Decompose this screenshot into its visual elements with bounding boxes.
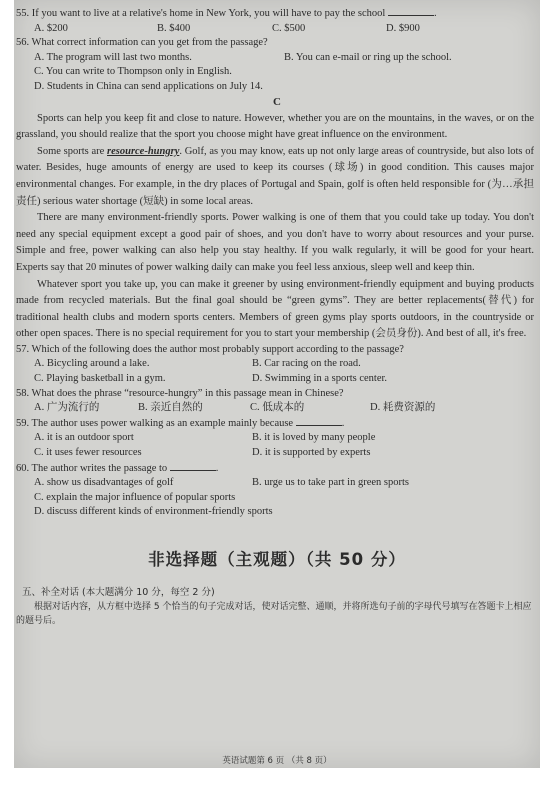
page-footer: 英语试题第 6 页 （共 8 页） bbox=[222, 756, 332, 766]
option-d: D. discuss different kinds of environment-friendly sports bbox=[34, 506, 273, 518]
question-58-stem: 58. What does the phrase “resource-hungry” in this passage mean in Chinese? bbox=[16, 387, 344, 399]
option-d: D. Students in China can send applications on July 14. bbox=[34, 80, 263, 92]
option-c: C. $500 bbox=[272, 22, 306, 34]
question-58-options bbox=[14, 401, 540, 416]
option-a: A. 广为流行的 bbox=[34, 402, 100, 414]
answer-blank bbox=[170, 461, 216, 471]
option-b: B. $400 bbox=[157, 22, 191, 34]
option-c: C. it uses fewer resources bbox=[34, 447, 142, 459]
passage-paragraph-2: Some sports are resource-hungry. Golf, as you may know, eats up not only large areas of countryside, but also lots of water. Besides, huge amounts of energy are used to keep its courses (球场) in good condition. This causes major environmental changes. For example, in the dry places of Portugal and Spain, golf is often held responsible for (为…承担责任) serious water shortage (短缺) in some local areas. bbox=[16, 145, 534, 207]
option-d: D. 耗费资源的 bbox=[370, 402, 436, 414]
option-a: A. The program will last two months. bbox=[34, 51, 192, 63]
part-five-instructions: 根据对话内容，从方框中选择 5 个恰当的句子完成对话，使对话完整、通顺，并将所选句子前的字母代号填写在答题卡上相应的题号后。 bbox=[16, 602, 532, 626]
option-a: A. it is an outdoor sport bbox=[34, 432, 134, 444]
question-56-options-ab bbox=[14, 51, 540, 66]
question-59-options-ab bbox=[14, 431, 540, 446]
option-b: B. You can e-mail or ring up the school. bbox=[284, 51, 452, 63]
question-59-stem: 59. The author uses power walking as an example mainly because . bbox=[16, 417, 345, 429]
page-content bbox=[14, 6, 540, 628]
question-59-options-cd bbox=[14, 446, 540, 461]
option-b: B. Car racing on the road. bbox=[252, 358, 361, 370]
option-d: D. Swimming in a sports center. bbox=[252, 373, 388, 385]
exam-page bbox=[14, 0, 540, 768]
answer-blank bbox=[296, 416, 342, 426]
option-d: D. it is supported by experts bbox=[252, 447, 371, 459]
question-56-stem: 56. What correct information can you get from the passage? bbox=[16, 37, 268, 49]
question-55-stem: 55. If you want to live at a relative's home in New York, you will have to pay the school . bbox=[16, 8, 437, 19]
passage-paragraph-4: Whatever sport you take up, you can make it greener by using environment-friendly equipment and buying products made from recycled materials. But the final goal should be “green gyms”. They are better replacements(替代) for traditional health clubs and modern sports centers. Members of green gyms play sports outdoors, in the countryside or other open spaces. There is no special requirement for you to start your membership (会员身份). And best of all, it's free. bbox=[16, 278, 534, 340]
passage-paragraph-3: There are many environment-friendly sports. Power walking is one of them that you could take up today. You don't need any special equipment except a good pair of shoes, and you don't have to worry about resources and your purse. Simple and free, power walking can also help you stay healthy. If you walk regularly, it will be good for your heart. Experts say that 20 minutes of power walking daily can make you feel less anxious, sleep well and keep thin. bbox=[16, 212, 534, 273]
option-c: C. You can write to Thompson only in English. bbox=[34, 66, 232, 78]
highlighted-term: resource-hungry bbox=[107, 145, 180, 157]
option-a: A. $200 bbox=[34, 22, 68, 34]
option-c: C. explain the major influence of popular sports bbox=[34, 491, 236, 503]
question-60-stem: 60. The author writes the passage to . bbox=[16, 462, 219, 474]
answer-blank bbox=[388, 6, 434, 16]
question-57-options-ab bbox=[14, 357, 540, 372]
option-c: C. 低成本的 bbox=[250, 402, 305, 414]
question-60-options-ab bbox=[14, 476, 540, 491]
question-57-stem: 57. Which of the following does the author most probably support according to the passage? bbox=[16, 343, 404, 355]
question-55-options bbox=[14, 22, 540, 37]
question-57-options-cd bbox=[14, 372, 540, 387]
option-c: C. Playing basketball in a gym. bbox=[34, 373, 166, 385]
option-b: B. urge us to take part in green sports bbox=[252, 477, 409, 489]
option-a: A. show us disadvantages of golf bbox=[34, 477, 174, 489]
part-five-title: 五、补全对话 (本大题满分 10 分，每空 2 分) bbox=[22, 587, 215, 598]
option-a: A. Bicycling around a lake. bbox=[34, 358, 150, 370]
passage-paragraph-1: Sports can help you keep fit and close to nature. However, whether you are on the mountains, in the waves, or on the grassland, you should realize that the sport you choose might have great influence on the environment. bbox=[16, 112, 534, 141]
passage-heading: C bbox=[273, 95, 281, 108]
option-d: D. $900 bbox=[386, 22, 420, 34]
section-title: 非选择题（主观题）（共 50 分） bbox=[148, 550, 406, 569]
option-b: B. it is loved by many people bbox=[252, 432, 376, 444]
option-b: B. 亲近自然的 bbox=[138, 402, 203, 414]
